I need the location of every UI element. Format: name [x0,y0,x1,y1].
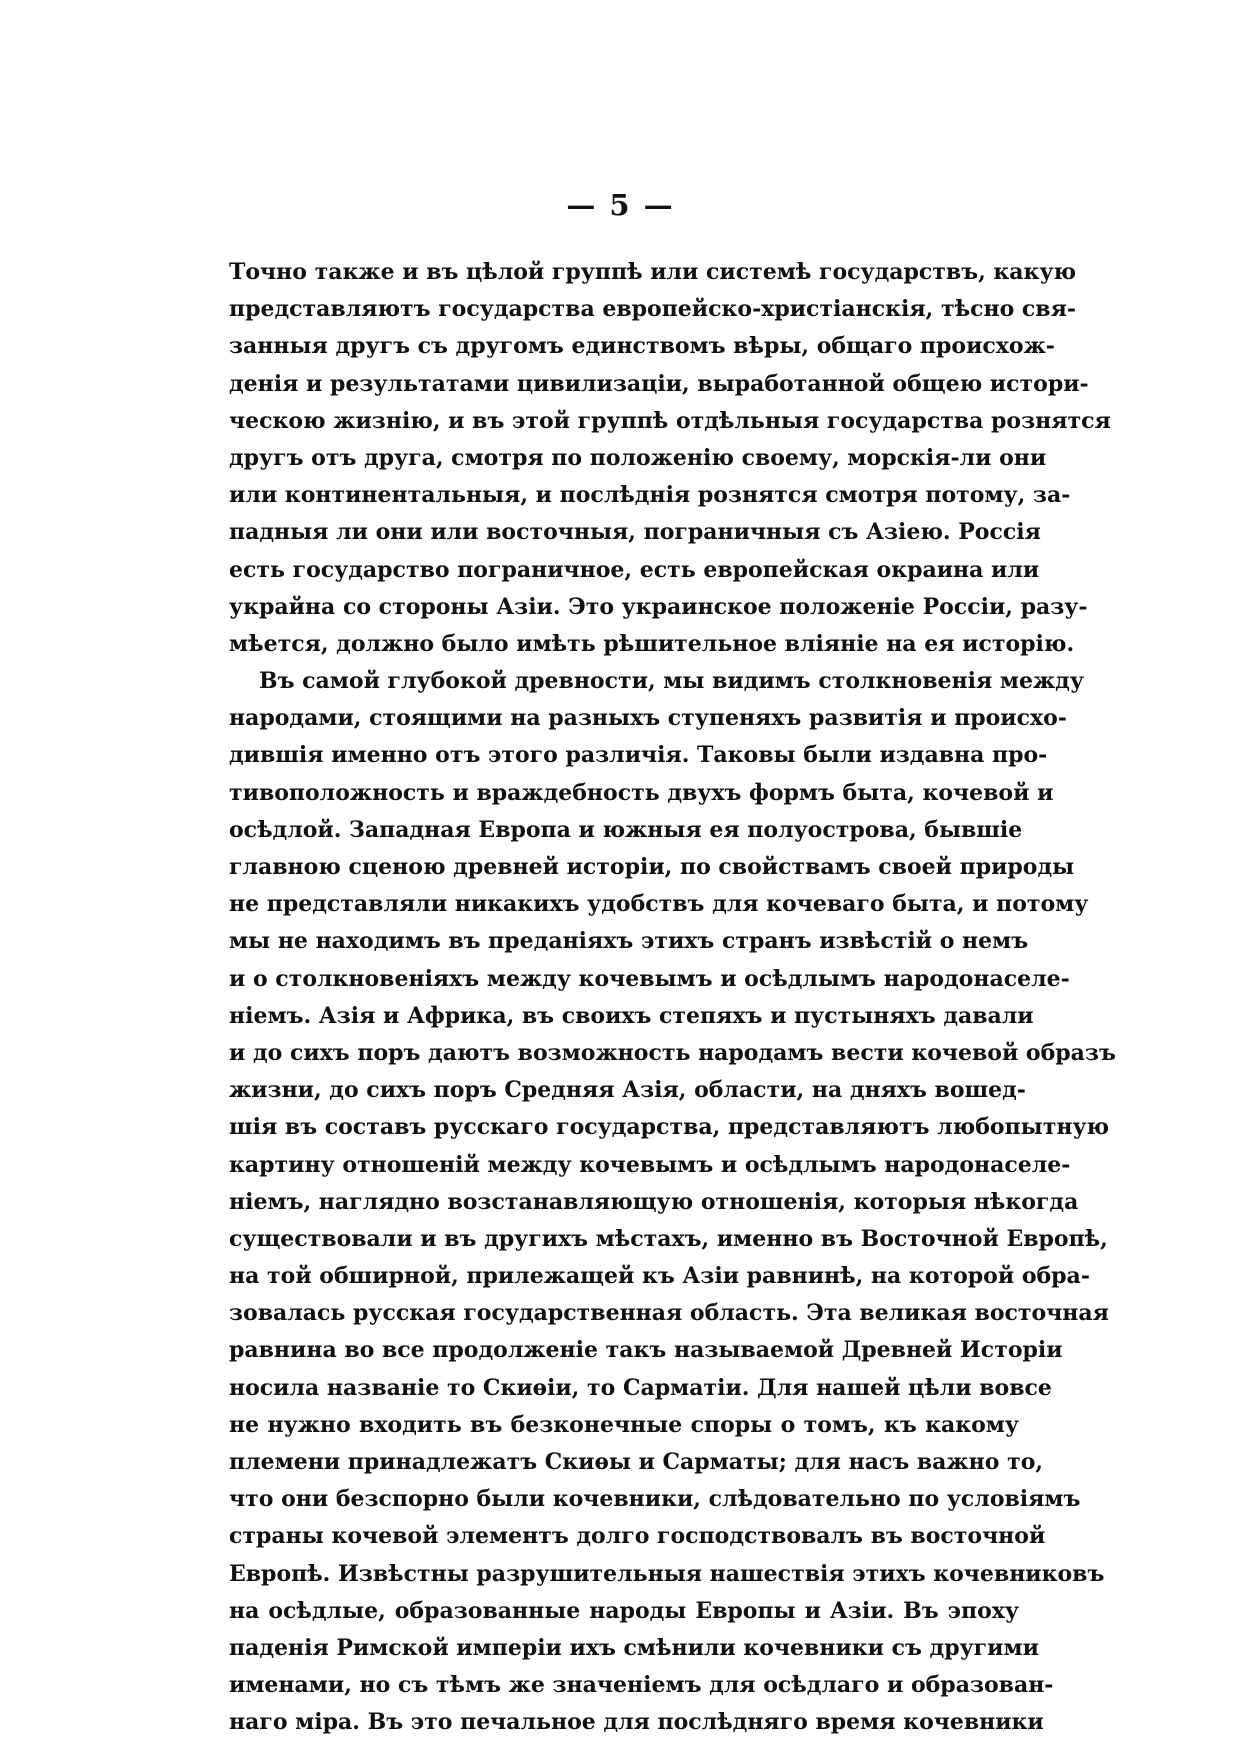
text-line: дившія именно отъ этого различія. Таковы были издавна про- [229,742,1048,769]
text-line: и до сихъ поръ даютъ возможность народамъ вести кочевой образъ [229,1039,1116,1066]
text-line: Въ самой глубокой древности, мы видимъ столкновенія между [259,668,1084,695]
text-line: занныя другъ съ другомъ единствомъ вѣры, общаго происхож- [229,333,1055,360]
text-line: и о столкновеніяхъ между кочевымъ и осѣдлымъ народонаселе- [229,965,1070,992]
text-line: паденія Римской имперіи ихъ смѣнили кочевники съ другими [229,1634,1039,1661]
text-line: что они безспорно были кочевники, слѣдовательно по условіямъ [229,1486,1081,1513]
text-line: народами, стоящими на разныхъ ступеняхъ развитія и происхо- [229,705,1067,732]
text-line: жизни, до сихъ поръ Средняя Азія, области, на дняхъ вошед- [229,1077,1026,1104]
text-line: существовали и въ другихъ мѣстахъ, именно въ Восточной Европѣ, [229,1225,1108,1252]
text-line: не представляли никакихъ удобствъ для кочеваго быта, и потому [229,891,1089,918]
text-line: носила названіе то Скиѳіи, то Сарматіи. Для нашей цѣли вовсе [229,1374,1052,1401]
text-line: страны кочевой элементъ долго господствовалъ въ восточной [229,1523,1046,1550]
text-line: осѣдлой. Западная Европа и южныя ея полуострова, бывшіе [229,816,1023,843]
text-line: денія и результатами цивилизаціи, выработанной общею истори- [229,370,1089,397]
text-line: картину отношеній между кочевымъ и осѣдлымъ народонаселе- [229,1151,1071,1178]
text-line: ніемъ. Азія и Африка, въ своихъ степяхъ и пустыняхъ давали [229,1002,1034,1029]
text-line: именами, но съ тѣмъ же значеніемъ для осѣдлаго и образован- [229,1672,1054,1699]
text-line: на той обширной, прилежащей къ Азіи равнинѣ, на которой обра- [229,1263,1090,1290]
text-line: мы не находимъ въ преданіяхъ этихъ странъ извѣстій о немъ [229,928,1029,955]
text-line: племени принадлежатъ Скиѳы и Сарматы; для насъ важно то, [229,1449,1044,1475]
text-line: есть государство пограничное, есть европейская окраина или [229,556,1040,583]
text-line: на осѣдлые, образованные народы Европы и Азіи. Въ эпоху [229,1597,1019,1624]
text-line: шія въ составъ русскаго государства, представляютъ любопытную [229,1114,1110,1141]
text-line: тивоположность и враждебность двухъ формъ быта, кочевой и [229,779,1054,806]
text-line: украйна со стороны Азіи. Это украинское положеніе Россіи, разу- [229,593,1088,620]
text-line: ческою жизнію, и въ этой группѣ отдѣльныя государства рознятся [229,407,1111,434]
page-number: — 5 — [566,188,675,222]
text-line: зовалась русская государственная область. Эта великая восточная [229,1300,1109,1327]
text-line: не нужно входить въ безконечные споры о томъ, къ какому [229,1411,1019,1438]
text-line: Точно также и въ цѣлой группѣ или системѣ государствъ, какую [229,259,1077,285]
text-line: равнина во все продолженіе такъ называемой Древней Исторіи [229,1337,1063,1364]
text-line: наго міра. Въ это печальное для послѣдняго время кочевники [229,1709,1044,1736]
text-line: мѣется, должно было имѣть рѣшительное вліяніе на ея исторію. [229,630,1075,657]
text-line: или континентальныя, и послѣднія рознятся смотря потому, за- [229,482,1071,509]
text-line: падныя ли они или восточныя, пограничныя съ Азіею. Россія [229,519,1041,546]
text-line: ніемъ, наглядно возстанавляющую отношенія, которыя нѣкогда [229,1188,1079,1215]
body-text [229,254,1116,1742]
text-line: главною сценою древней исторіи, по свойствамъ своей природы [229,854,1075,880]
text-line: представляютъ государства европейско-христіанскія, тѣсно свя- [229,296,1076,323]
text-line: Европѣ. Извѣстны разрушительныя нашествія этихъ кочевниковъ [229,1560,1105,1587]
text-line: другъ отъ друга, смотря по положенію своему, морскія-ли они [229,444,1047,471]
